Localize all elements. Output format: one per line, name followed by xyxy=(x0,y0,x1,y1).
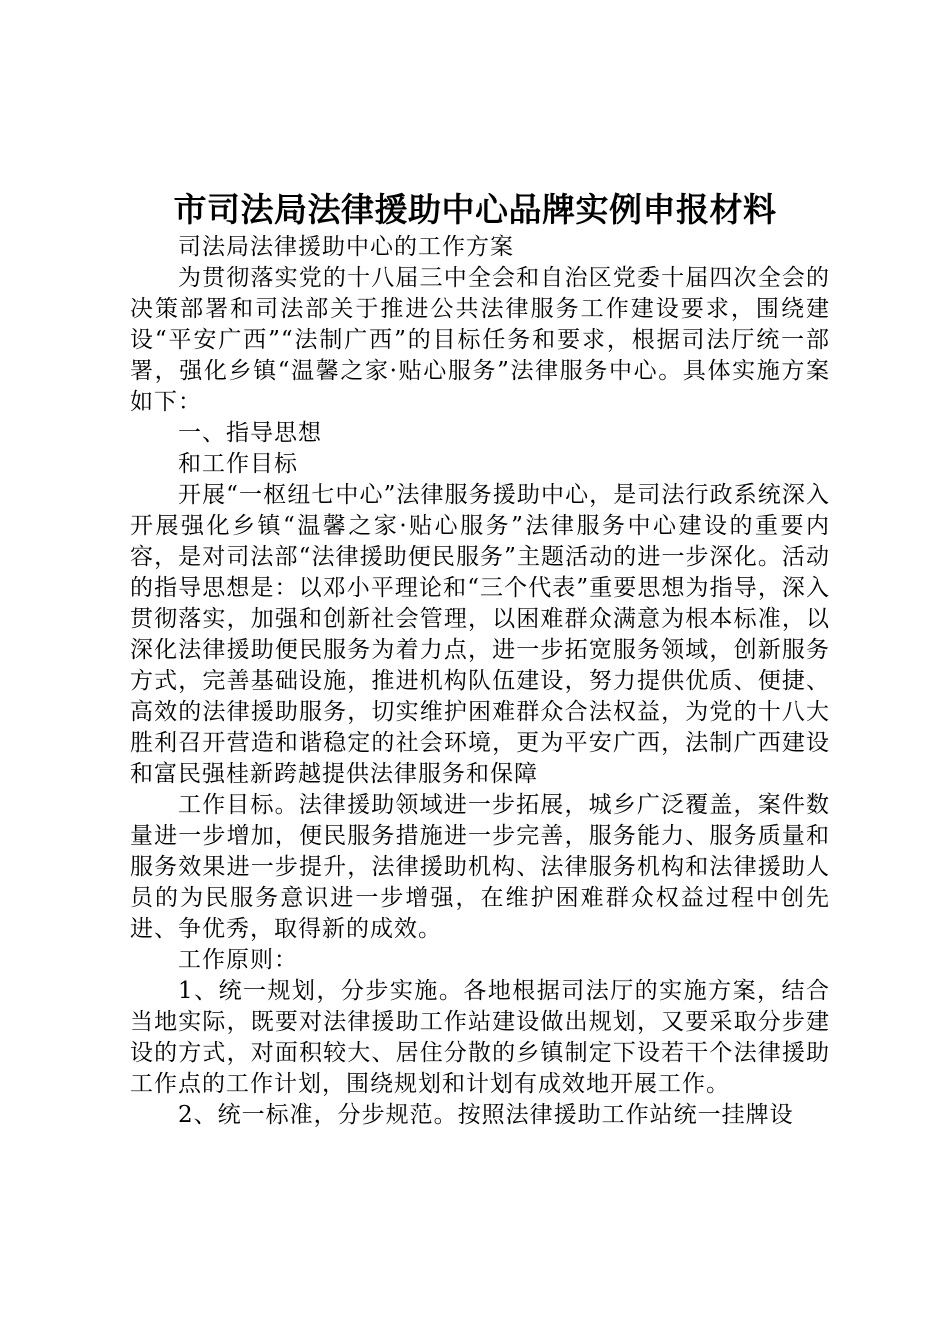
paragraph-principle-1: 1、统一规划，分步实施。各地根据司法厅的实施方案，结合当地实际，既要对法律援助工作站建设做出规划，又要采取分步建设的方式，对面积较大、居住分散的乡镇制定下设若干个法律援助工作点的工作计划，围绕规划和计划有成效地开展工作。 xyxy=(130,978,830,1097)
paragraph-section-heading-cont: 和工作目标 xyxy=(178,451,298,477)
paragraph-principle-2: 2、统一标准，分步规范。按照法律援助工作站统一挂牌设 xyxy=(178,1102,794,1128)
document-title: 市司法局法律援助中心品牌实例申报材料 xyxy=(173,190,777,229)
paragraph-section-heading: 一、指导思想 xyxy=(178,420,322,446)
document-body xyxy=(130,232,830,1131)
paragraph-work-goals: 工作目标。法律援助领域进一步拓展，城乡广泛覆盖，案件数量进一步增加，便民服务措施进一步完善，服务能力、服务质量和服务效果进一步提升，法律援助机构、法律服务机构和法律援助人员的为民服务意识进一步增强，在维护困难群众权益过程中创先进、争优秀，取得新的成效。 xyxy=(130,792,830,942)
paragraph-plan-heading: 司法局法律援助中心的工作方案 xyxy=(178,234,514,260)
paragraph-principles-heading: 工作原则： xyxy=(178,947,298,973)
paragraph-intro: 为贯彻落实党的十八届三中全会和自治区党委十届四次全会的决策部署和司法部关于推进公共法律服务工作建设要求，围绕建设“平安广西”“法制广西”的目标任务和要求，根据司法厅统一部署，强化乡镇“温馨之家·贴心服务”法律服务中心。具体实施方案如下： xyxy=(130,265,830,415)
paragraph-guiding-ideology: 开展“一枢纽七中心”法律服务援助中心，是司法行政系统深入开展强化乡镇“温馨之家·贴心服务”法律服务中心建设的重要内容，是对司法部“法律援助便民服务”主题活动的进一步深化。活动的指导思想是：以邓小平理论和“三个代表”重要思想为指导，深入贯彻落实，加强和创新社会管理，以困难群众满意为根本标准，以深化法律援助便民服务为着力点，进一步拓宽服务领域，创新服务方式，完善基础设施，推进机构队伍建设，努力提供优质、便捷、高效的法律援助服务，切实维护困难群众合法权益，为党的十八大胜利召开营造和谐稳定的社会环境，更为平安广西，法制广西建设和富民强桂新跨越提供法律服务和保障 xyxy=(130,482,830,787)
